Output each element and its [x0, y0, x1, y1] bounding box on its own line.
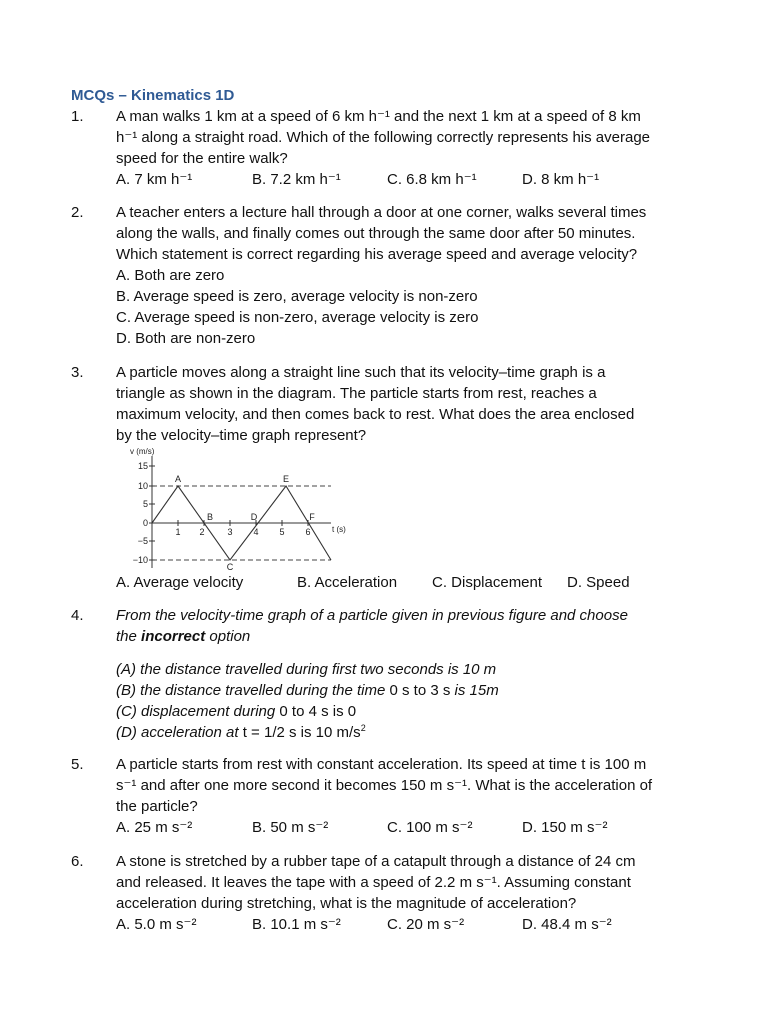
option-d: D. Speed	[567, 574, 630, 591]
emphasis-text: incorrect	[141, 628, 206, 645]
y-tick-label: 5	[142, 499, 148, 509]
question-number: 1.	[71, 108, 84, 125]
option-b: B. Acceleration	[297, 574, 398, 591]
option-d: (D) acceleration at t = 1/2 s is 10 $m/s^2$	[116, 723, 366, 741]
option-a: A. Both are zero	[116, 267, 225, 284]
options-row	[116, 572, 661, 593]
point-label: B	[206, 512, 214, 522]
y-tick-label: 10	[137, 481, 148, 491]
x-axis-label: t (s)	[332, 525, 346, 534]
question-5	[71, 754, 671, 838]
option-a: A. 7 km h⁻¹	[116, 171, 193, 188]
point-label: A	[174, 474, 182, 484]
question-number: 3.	[71, 364, 84, 381]
point-label: F	[309, 512, 315, 522]
option-d: D. 150 m s⁻²	[522, 819, 608, 836]
y-tick-label: 0	[142, 518, 148, 528]
option-c: C. 20 m s⁻²	[387, 916, 465, 933]
velocity-time-graph	[126, 444, 366, 574]
y-tick-label: 15	[137, 461, 148, 471]
option-b: B. 7.2 km h⁻¹	[252, 171, 341, 188]
question-text: A teacher enters a lecture hall through a door at one corner, walks several times along the walls, and finally comes out through the same door after 50 minutes. Which statement is correct regarding his average speed and average velocity?	[116, 204, 647, 263]
question-number: 4.	[71, 607, 84, 624]
point-label: D	[250, 512, 258, 522]
question-4	[71, 605, 671, 743]
option-c: C. Displacement	[432, 574, 543, 591]
document-title: MCQs – Kinematics 1D	[71, 87, 235, 104]
question-2	[71, 202, 671, 349]
option-b: B. 10.1 m s⁻²	[252, 916, 341, 933]
y-axis-label: v (m/s)	[130, 447, 155, 456]
x-tick-label: 1	[175, 527, 181, 537]
option-a: A. 25 m s⁻²	[116, 819, 193, 836]
x-tick-label: 6	[305, 527, 311, 537]
point-label: C	[226, 562, 234, 572]
question-text: A particle moves along a straight line such that its velocity–time graph is a triangle as shown in the diagram. The particle starts from rest, reaches a maximum velocity, and then comes back to rest. What does the area enclosed by the velocity–time graph represent?	[116, 364, 635, 444]
question-number: 5.	[71, 756, 84, 773]
option-d: D. 48.4 m s⁻²	[522, 916, 612, 933]
y-tick-label: −5	[137, 536, 148, 546]
option-b: B. 50 m s⁻²	[252, 819, 329, 836]
question-text: A particle starts from rest with constant acceleration. Its speed at time t is 100 m s⁻¹ and after one more second it becomes 150 m s⁻¹. What is the acceleration of the particle?	[116, 756, 653, 815]
options-row	[116, 914, 661, 935]
question-text: From the velocity-time graph of a particle given in previous figure and choose the incorrect option	[116, 607, 628, 645]
option-d: D. 8 km h⁻¹	[522, 171, 600, 188]
option-b: (B) the distance travelled during the time 0 s to 3 s is 15m	[116, 682, 499, 699]
question-3	[71, 362, 671, 446]
x-tick-label: 5	[279, 527, 285, 537]
option-a: A. Average velocity	[116, 574, 244, 591]
question-number: 6.	[71, 853, 84, 870]
y-tick-label: −10	[132, 555, 148, 565]
question-6	[71, 851, 671, 935]
question-number: 2.	[71, 204, 84, 221]
options-row	[116, 817, 661, 838]
option-c: C. 6.8 km h⁻¹	[387, 171, 477, 188]
option-a: (A) the distance travelled during first two seconds is 10 m	[116, 661, 497, 678]
question-1	[71, 106, 671, 190]
question-text: A man walks 1 km at a speed of 6 km h⁻¹ and the next 1 km at a speed of 8 km h⁻¹ along a straight road. Which of the following correctly represents his average speed for the entire walk?	[116, 108, 651, 167]
point-label: E	[282, 474, 290, 484]
x-tick-label: 4	[253, 527, 259, 537]
question-text: A stone is stretched by a rubber tape of a catapult through a distance of 24 cm and released. It leaves the tape with a speed of 2.2 m s⁻¹. Assuming constant acceleration during stretching, what is the magnitude of acceleration?	[116, 853, 636, 912]
x-tick-label: 3	[227, 527, 233, 537]
option-d: D. Both are non-zero	[116, 330, 256, 347]
x-tick-label: 2	[199, 527, 205, 537]
question-3-options	[71, 572, 671, 593]
option-c: C. Average speed is non-zero, average velocity is zero	[116, 309, 479, 326]
option-c: C. 100 m s⁻²	[387, 819, 473, 836]
option-a: A. 5.0 m s⁻²	[116, 916, 197, 933]
option-c: (C) displacement during 0 to 4 s is 0	[116, 703, 357, 720]
options-row	[116, 169, 661, 190]
option-b: B. Average speed is zero, average velocity is non-zero	[116, 288, 478, 305]
